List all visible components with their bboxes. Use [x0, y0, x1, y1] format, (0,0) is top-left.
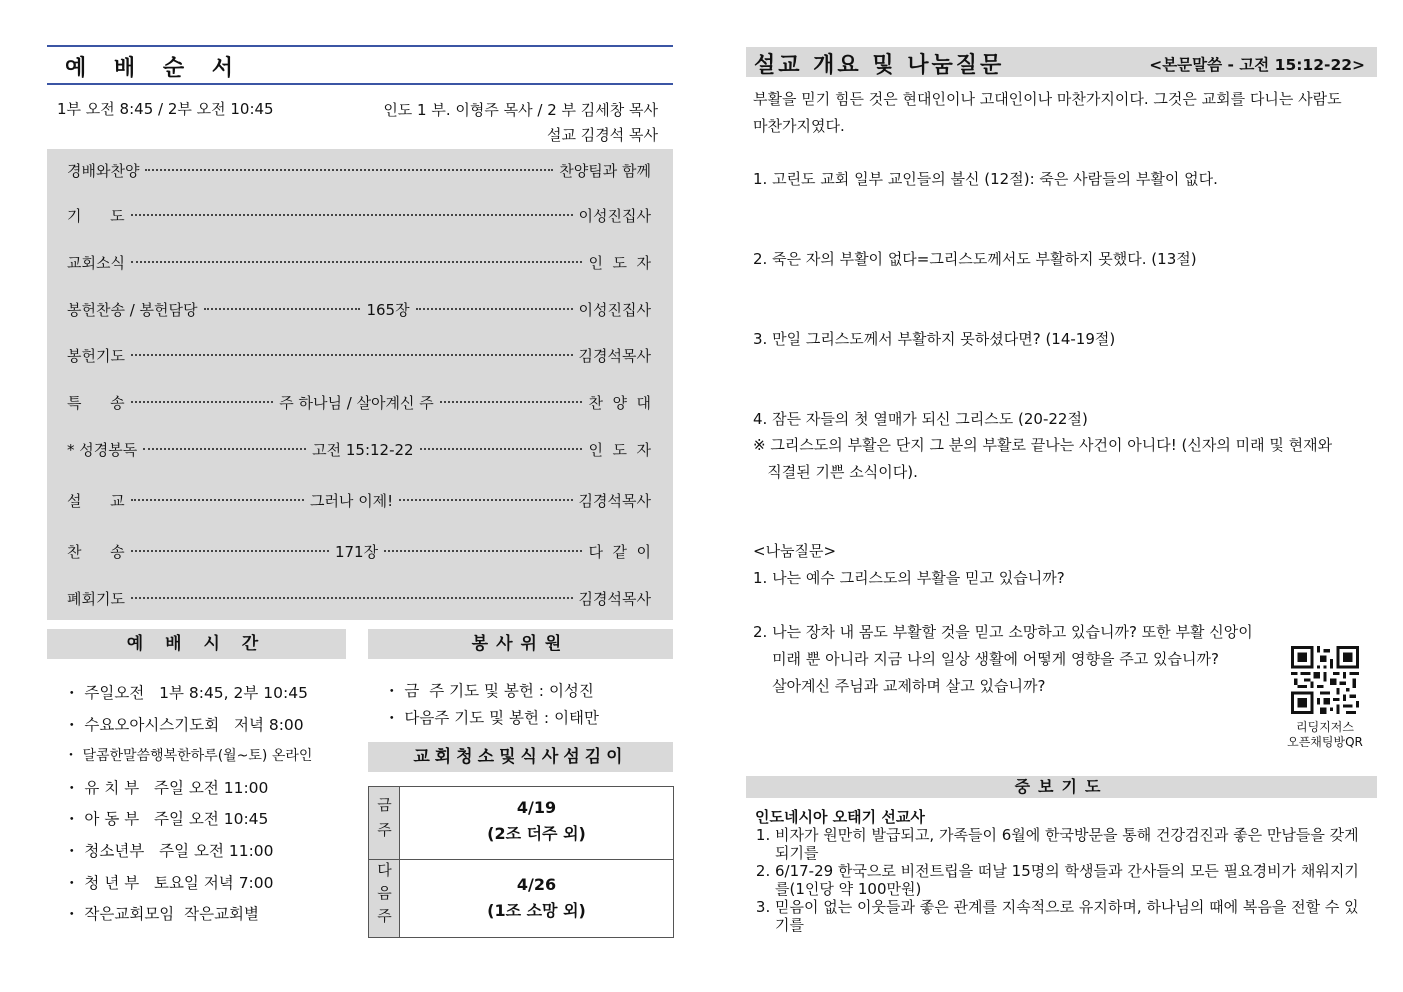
intercession-header: 중보기도	[746, 776, 1377, 798]
list-item: 3. 믿음이 없는 이웃들과 좋은 관계를 지속적으로 유지하며, 하나님의 때에 복음을 전할 수 있기를	[775, 898, 1370, 934]
qr-code-icon	[1291, 646, 1359, 714]
order-item: 폐회기도 김경석목사	[67, 589, 651, 608]
list-item: ・ 다음주 기도 및 봉헌 : 이태만	[384, 709, 599, 727]
list-item: ・ 달콤한말씀행복한하루(월~토) 온라인	[64, 748, 313, 765]
service-committee-header: 봉사위원	[368, 629, 673, 659]
order-item: 봉헌찬송 / 봉헌담당 165장 이성진집사	[67, 300, 651, 319]
sermon-header	[746, 47, 1377, 77]
this-week-date: 4/19	[516, 798, 557, 817]
list-item: ・ 아 동 부 주일 오전 10:45	[64, 810, 269, 829]
list-item: ・ 청 년 부 토요일 저녁 7:00	[64, 873, 274, 892]
order-item: 설 교 그러나 이제! 김경석목사	[67, 491, 651, 510]
order-item: 경배와찬양 찬양팀과 함께	[67, 161, 651, 180]
sermon-point-1: 1. 고린도 교회 일부 교인들의 불신 (12절): 죽은 사람들의 부활이 없다.	[753, 170, 1218, 188]
sermon-title: 설교 개요 및 나눔질문	[754, 53, 1005, 78]
list-item: ・ 주일오전 1부 8:45, 2부 10:45	[64, 684, 308, 702]
next-week-date: 4/26	[516, 875, 557, 894]
sermon-note: ※ 그리스도의 부활은 단지 그 분의 부활로 끝나는 사건이 아니다! (신자의 미래 및 현재와 직결된 기쁜 소식이다).	[753, 436, 1333, 481]
order-item: 교회소식 인 도 자	[67, 253, 651, 272]
missionary-name: 인도네시아 오태기 선교사	[755, 808, 925, 826]
qr-caption: 리딩지저스 오픈채팅방QR	[1287, 720, 1363, 749]
worship-order-list	[47, 149, 673, 620]
order-item: 기 도 이성진집사	[67, 206, 651, 225]
intercession-section	[755, 808, 1370, 934]
worship-times-list	[64, 678, 312, 931]
list-item: 2. 6/17-29 한국으로 비전트립을 떠날 15명의 학생들과 간사들의 모든 필요경비가 채워지기를(1인당 약 100만원)	[775, 862, 1370, 898]
sermon-intro: 부활을 믿기 힘든 것은 현대인이나 고대인이나 마찬가지이다. 그것은 교회를 다니는 사람도 마찬가지였다.	[753, 90, 1342, 135]
sermon-point-2: 2. 죽은 자의 부활이 없다=그리스도께서도 부활하지 못했다. (13절)	[753, 250, 1197, 268]
worship-order-header	[47, 45, 673, 85]
list-item: ・ 청소년부 주일 오전 11:00	[64, 841, 274, 860]
list-item: 1. 비자가 원만히 발급되고, 가족들이 6월에 한국방문을 통해 건강검진과 좋은 만남들을 갖게 되기를	[775, 826, 1370, 862]
list-item: ・ 수요오아시스기도회 저녁 8:00	[64, 715, 304, 734]
sermon-point-4: 4. 잠든 자들의 첫 열매가 되신 그리스도 (20-22절)	[753, 410, 1088, 428]
question-1: 1. 나는 예수 그리스도의 부활을 믿고 있습니까?	[753, 569, 1065, 587]
leaders-line-2: 설교 김경석 목사	[547, 126, 658, 144]
service-leaders	[383, 98, 658, 148]
cleaning-table	[368, 786, 674, 938]
list-item: ・ 작은교회모임 작은교회별	[64, 905, 259, 924]
list-item: ・ 금 주 기도 및 봉헌 : 이성진	[384, 682, 594, 700]
this-week-label: 금주	[369, 787, 400, 859]
worship-times-header: 예 배 시 간	[47, 629, 346, 659]
service-times: 1부 오전 8:45 / 2부 오전 10:45	[57, 100, 274, 118]
next-week-label: 다음주	[369, 860, 400, 937]
order-item: * 성경봉독 고전 15:12-22 인 도 자	[67, 440, 652, 459]
order-item: 특 송 주 하나님 / 살아계신 주 찬 양 대	[67, 393, 651, 412]
worship-order-title: 예 배 순 서	[65, 56, 243, 81]
list-item: ・ 유 치 부 주일 오전 11:00	[64, 778, 269, 797]
order-item: 찬 송 171장 다 같 이	[67, 542, 652, 561]
next-week-team: (1조 소망 외)	[487, 901, 586, 920]
questions-title: <나눔질문>	[753, 542, 837, 560]
prayer-list	[755, 826, 1370, 934]
sermon-scripture: <본문말씀 - 고전 15:12-22>	[1149, 56, 1365, 74]
leaders-line-1: 인도 1 부. 이형주 목사 / 2 부 김세창 목사	[383, 101, 658, 119]
question-2: 2. 나는 장차 내 몸도 부활할 것을 믿고 소망하고 있습니까? 또한 부활 신앙이 미래 뿐 아니라 지금 나의 일상 생활에 어떻게 영향을 주고 있습니까? 살아계신 주님과 교제하며 살고 있습니까?	[753, 623, 1253, 695]
cleaning-header: 교회청소및식사섬김이	[368, 742, 673, 772]
service-committee-list	[384, 678, 599, 732]
this-week-team: (2조 더주 외)	[487, 824, 586, 843]
sermon-point-3: 3. 만일 그리스도께서 부활하지 못하셨다면? (14-19절)	[753, 330, 1116, 348]
order-item: 봉헌기도 김경석목사	[67, 346, 651, 365]
